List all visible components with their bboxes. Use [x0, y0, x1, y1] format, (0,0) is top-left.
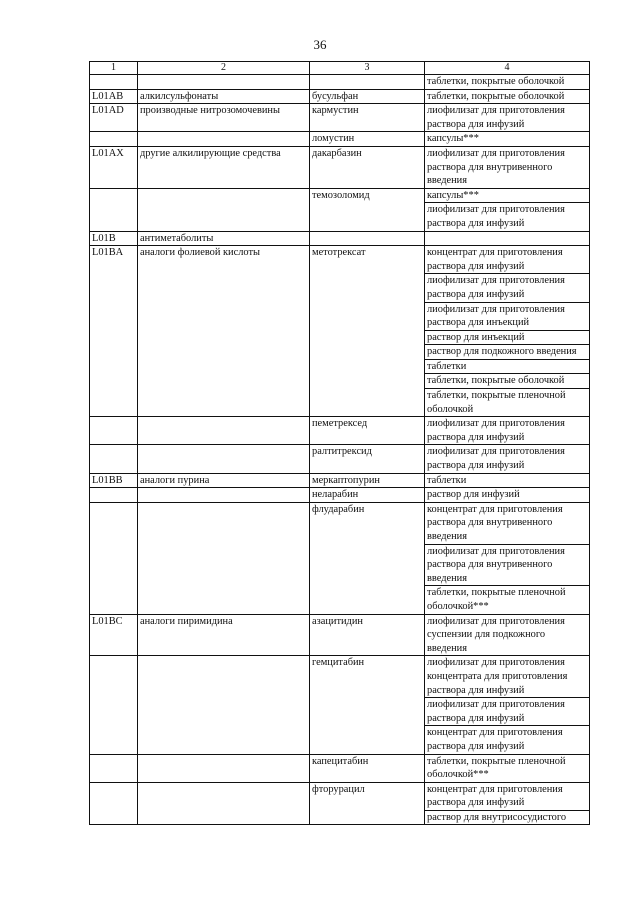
dosage-form-cell: лиофилизат для приготовления раствора для инъекций — [425, 302, 590, 330]
atc-code-cell — [90, 188, 138, 231]
dosage-form-cell: лиофилизат для приготовления раствора для инфузий — [425, 203, 590, 231]
column-header-1: 1 — [90, 62, 138, 75]
atc-code-cell: L01BB — [90, 473, 138, 488]
table-row — [90, 502, 590, 544]
drug-name-cell: капецитабин — [310, 754, 425, 782]
table-row — [90, 246, 590, 274]
table-row — [90, 104, 590, 132]
dosage-form-cell: концентрат для приготовления раствора для внутривенного введения — [425, 502, 590, 544]
group-name-cell — [138, 445, 310, 473]
dosage-form-cell: раствор для внутрисосудистого — [425, 810, 590, 825]
dosage-form-cell: раствор для инфузий — [425, 488, 590, 503]
drug-name-cell: ломустин — [310, 132, 425, 147]
drug-name-cell: бусульфан — [310, 89, 425, 104]
table-row — [90, 89, 590, 104]
column-header-3: 3 — [310, 62, 425, 75]
group-name-cell — [138, 754, 310, 782]
atc-code-cell: L01BC — [90, 614, 138, 656]
drug-table — [89, 61, 590, 825]
group-name-cell: аналоги пурина — [138, 473, 310, 488]
group-name-cell — [138, 188, 310, 231]
dosage-form-cell: раствор для подкожного введения — [425, 345, 590, 360]
group-name-cell: алкилсульфонаты — [138, 89, 310, 104]
drug-name-cell: фторурацил — [310, 782, 425, 825]
group-name-cell: антиметаболиты — [138, 231, 310, 246]
dosage-form-cell: концентрат для приготовления раствора для инфузий — [425, 246, 590, 274]
drug-name-cell: кармустин — [310, 104, 425, 132]
drug-name-cell — [310, 231, 425, 246]
dosage-form-cell: лиофилизат для приготовления раствора для внутривенного введения — [425, 544, 590, 586]
group-name-cell — [138, 75, 310, 90]
group-name-cell — [138, 132, 310, 147]
drug-name-cell: азацитидин — [310, 614, 425, 656]
drug-name-cell: гемцитабин — [310, 656, 425, 754]
dosage-form-cell: раствор для инъекций — [425, 330, 590, 345]
drug-name-cell: меркаптопурин — [310, 473, 425, 488]
dosage-form-cell: таблетки, покрытые оболочкой — [425, 75, 590, 90]
group-name-cell — [138, 502, 310, 614]
atc-code-cell — [90, 132, 138, 147]
group-name-cell: аналоги фолиевой кислоты — [138, 246, 310, 417]
atc-code-cell: L01AD — [90, 104, 138, 132]
table-row — [90, 188, 590, 203]
atc-code-cell — [90, 417, 138, 445]
table-row — [90, 656, 590, 698]
atc-code-cell: L01AX — [90, 146, 138, 188]
dosage-form-cell: капсулы*** — [425, 132, 590, 147]
atc-code-cell — [90, 488, 138, 503]
dosage-form-cell: таблетки, покрытые оболочкой — [425, 374, 590, 389]
group-name-cell — [138, 782, 310, 825]
dosage-form-cell: лиофилизат для приготовления раствора для инфузий — [425, 445, 590, 473]
drug-name-cell: темозоломид — [310, 188, 425, 231]
table-row — [90, 754, 590, 782]
group-name-cell: другие алкилирующие средства — [138, 146, 310, 188]
dosage-form-cell: лиофилизат для приготовления раствора для инфузий — [425, 698, 590, 726]
drug-name-cell: метотрексат — [310, 246, 425, 417]
atc-code-cell: L01AB — [90, 89, 138, 104]
drug-name-cell: дакарбазин — [310, 146, 425, 188]
table-row — [90, 488, 590, 503]
page-number: 36 — [313, 37, 327, 52]
group-name-cell: аналоги пиримидина — [138, 614, 310, 656]
table-row — [90, 782, 590, 810]
dosage-form-cell: концентрат для приготовления раствора для инфузий — [425, 726, 590, 754]
dosage-form-cell — [425, 231, 590, 246]
atc-code-cell — [90, 502, 138, 614]
table-row — [90, 75, 590, 90]
column-header-2: 2 — [138, 62, 310, 75]
atc-code-cell — [90, 656, 138, 754]
table-row — [90, 417, 590, 445]
dosage-form-cell: таблетки, покрытые пленочной оболочкой*** — [425, 586, 590, 614]
group-name-cell: производные нитрозомочевины — [138, 104, 310, 132]
atc-code-cell — [90, 782, 138, 825]
table-row — [90, 146, 590, 188]
atc-code-cell — [90, 445, 138, 473]
dosage-form-cell: концентрат для приготовления раствора для инфузий — [425, 782, 590, 810]
dosage-form-cell: лиофилизат для приготовления раствора для инфузий — [425, 274, 590, 302]
dosage-form-cell: таблетки, покрытые пленочной оболочкой*** — [425, 754, 590, 782]
dosage-form-cell: лиофилизат для приготовления раствора для инфузий — [425, 417, 590, 445]
dosage-form-cell: лиофилизат для приготовления суспензии для подкожного введения — [425, 614, 590, 656]
table-row — [90, 132, 590, 147]
dosage-form-cell: лиофилизат для приготовления раствора для инфузий — [425, 104, 590, 132]
dosage-form-cell: капсулы*** — [425, 188, 590, 203]
atc-code-cell — [90, 754, 138, 782]
drug-name-cell: ралтитрексид — [310, 445, 425, 473]
atc-code-cell: L01B — [90, 231, 138, 246]
table-row — [90, 614, 590, 656]
table-row — [90, 473, 590, 488]
table-row — [90, 445, 590, 473]
atc-code-cell: L01BA — [90, 246, 138, 417]
group-name-cell — [138, 488, 310, 503]
dosage-form-cell: таблетки, покрытые оболочкой — [425, 89, 590, 104]
drug-name-cell: пеметрексед — [310, 417, 425, 445]
drug-name-cell: неларабин — [310, 488, 425, 503]
drug-name-cell: флударабин — [310, 502, 425, 614]
dosage-form-cell: лиофилизат для приготовления раствора для внутривенного введения — [425, 146, 590, 188]
table-row — [90, 231, 590, 246]
dosage-form-cell: лиофилизат для приготовления концентрата для приготовления раствора для инфузий — [425, 656, 590, 698]
group-name-cell — [138, 417, 310, 445]
dosage-form-cell: таблетки — [425, 359, 590, 374]
group-name-cell — [138, 656, 310, 754]
column-header-row — [90, 62, 590, 75]
dosage-form-cell: таблетки — [425, 473, 590, 488]
column-header-4: 4 — [425, 62, 590, 75]
atc-code-cell — [90, 75, 138, 90]
dosage-form-cell: таблетки, покрытые пленочной оболочкой — [425, 389, 590, 417]
drug-name-cell — [310, 75, 425, 90]
